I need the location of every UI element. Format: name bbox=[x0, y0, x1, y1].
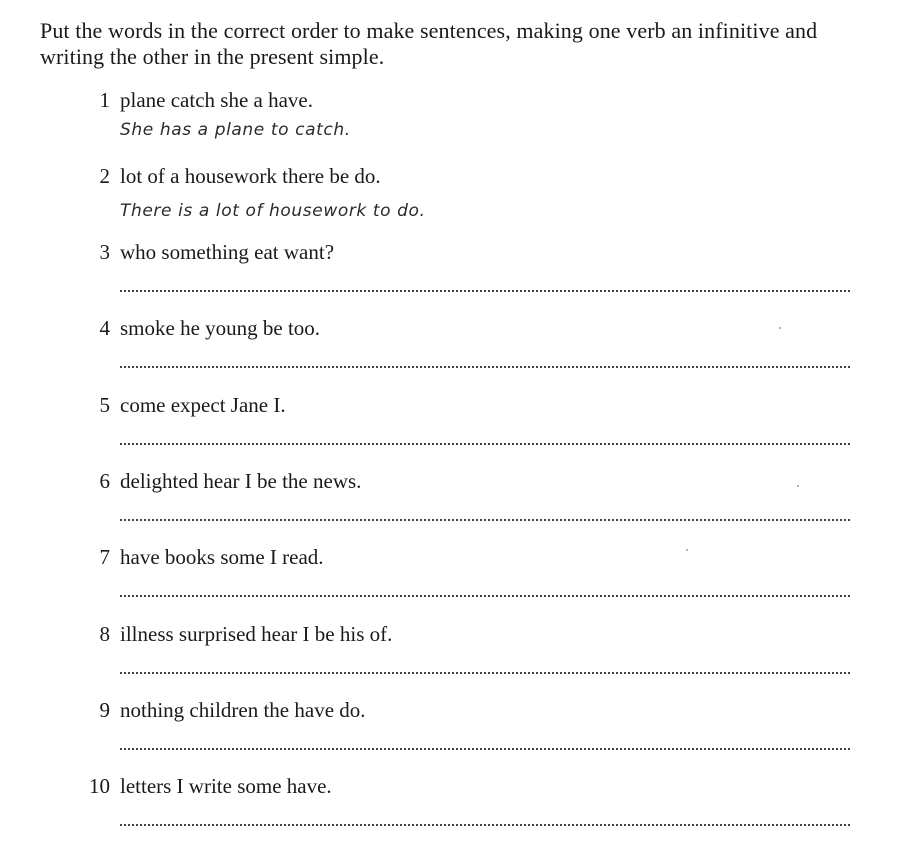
answer-line[interactable] bbox=[120, 519, 850, 521]
item-number: 7 bbox=[99, 545, 110, 569]
exercise-item bbox=[0, 239, 900, 315]
item-prompt: who something eat want? bbox=[120, 240, 335, 264]
answer-line[interactable] bbox=[120, 748, 850, 750]
exercise-item bbox=[0, 697, 900, 773]
item-number: 9 bbox=[99, 698, 110, 722]
item-prompt: plane catch she a have. bbox=[120, 88, 313, 112]
item-prompt: smoke he young be too. bbox=[120, 316, 321, 340]
exercise-item bbox=[0, 773, 900, 849]
scan-speck bbox=[779, 327, 781, 329]
item-number: 4 bbox=[99, 316, 110, 340]
item-number: 5 bbox=[99, 393, 110, 417]
item-number: 1 bbox=[99, 88, 110, 112]
item-prompt: letters I write some have. bbox=[120, 774, 332, 798]
item-number: 2 bbox=[99, 164, 110, 188]
exercise-item bbox=[0, 87, 900, 163]
item-number: 10 bbox=[89, 774, 110, 798]
item-prompt: lot of a housework there be do. bbox=[120, 164, 381, 188]
item-number: 3 bbox=[99, 240, 110, 264]
item-prompt: come expect Jane I. bbox=[120, 393, 286, 417]
exercise-item bbox=[0, 468, 900, 544]
item-prompt: illness surprised hear I be his of. bbox=[120, 622, 393, 646]
item-prompt: nothing children the have do. bbox=[120, 698, 366, 722]
item-prompt: have books some I read. bbox=[120, 545, 324, 569]
exercise-item bbox=[0, 163, 900, 239]
exercise-item bbox=[0, 315, 900, 391]
answer-line[interactable] bbox=[120, 824, 850, 826]
item-number: 6 bbox=[99, 469, 110, 493]
exercise-item bbox=[0, 392, 900, 468]
item-number: 8 bbox=[99, 622, 110, 646]
scan-speck bbox=[797, 485, 799, 487]
answer-line[interactable] bbox=[120, 443, 850, 445]
answer-line[interactable] bbox=[120, 595, 850, 597]
answer-line[interactable] bbox=[120, 366, 850, 368]
answer-line[interactable] bbox=[120, 672, 850, 674]
exercise-instruction: Put the words in the correct order to make sentences, making one verb an infinitive and writing the other in the present simple. bbox=[40, 18, 818, 69]
item-answer: She has a plane to catch. bbox=[120, 120, 351, 140]
exercise-item bbox=[0, 621, 900, 697]
item-answer: There is a lot of housework to do. bbox=[120, 201, 426, 221]
item-prompt: delighted hear I be the news. bbox=[120, 469, 362, 493]
answer-line[interactable] bbox=[120, 290, 850, 292]
exercise-item bbox=[0, 544, 900, 620]
scan-speck bbox=[686, 549, 688, 551]
